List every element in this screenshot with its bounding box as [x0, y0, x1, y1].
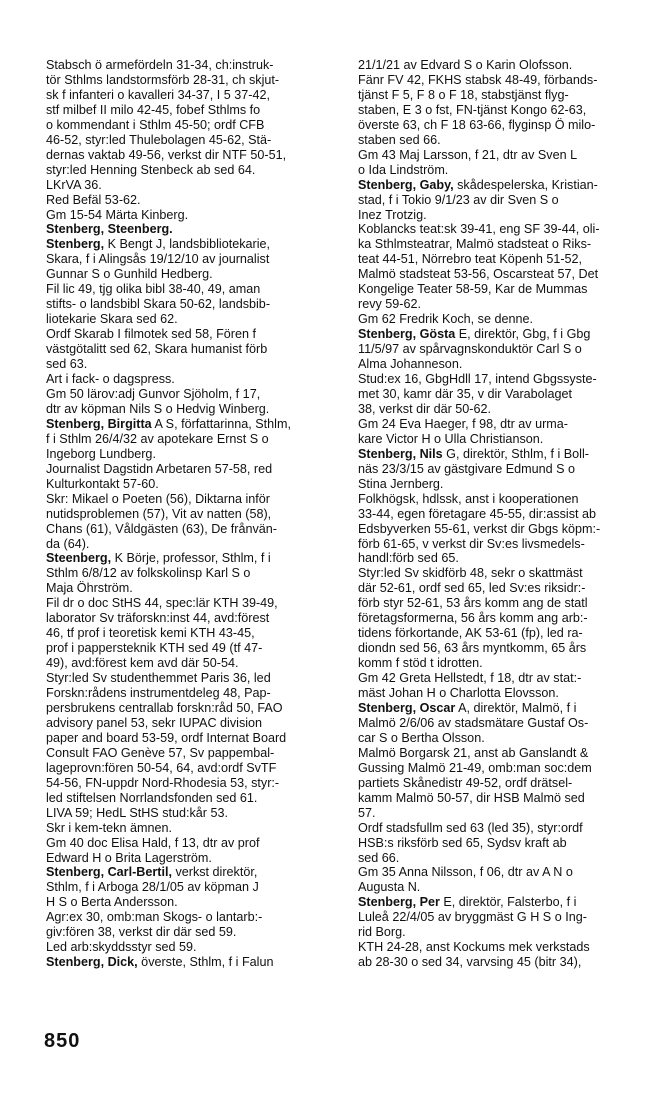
- text-line: [358, 611, 651, 626]
- line-text: prof i pappersteknik KTH sed 49 (tf 47-: [46, 641, 263, 656]
- line-text: E, direktör, Gbg, f i Gbg: [455, 327, 591, 342]
- text-line: [358, 731, 651, 746]
- text-line: [46, 566, 339, 581]
- line-text: västgötalitt sed 62, Skara humanist förb: [46, 342, 268, 357]
- text-line: [46, 836, 339, 851]
- line-text: sed 63.: [46, 357, 88, 372]
- line-text: tör Sthlms landstormsförb 28-31, ch skjut-: [46, 72, 280, 87]
- text-line: [358, 865, 651, 880]
- line-text: Gunnar S o Gunhild Hedberg.: [46, 267, 213, 282]
- line-text: da (64).: [46, 536, 90, 551]
- text-line: [46, 507, 339, 522]
- text-line: [46, 282, 339, 297]
- line-text: Art i fack- o dagspress.: [46, 372, 175, 387]
- line-text: Sthlm, f i Arboga 28/1/05 av köpman J: [46, 880, 259, 895]
- line-text: Gm 50 lärov:adj Gunvor Sjöholm, f 17,: [46, 386, 261, 401]
- entry-name: Stenberg, Gösta: [358, 327, 456, 342]
- line-text: kamm Malmö 50-57, dir HSB Malmö sed: [358, 790, 585, 805]
- text-line: [46, 596, 339, 611]
- line-text: dtr av köpman Nils S o Hedvig Winberg.: [46, 401, 270, 416]
- text-line: [46, 163, 339, 178]
- line-text: o Ida Lindström.: [358, 162, 449, 177]
- line-text: Styr:led Sv skidförb 48, sekr o skattmäst: [358, 566, 583, 581]
- text-line: [358, 895, 651, 910]
- line-text: f i Sthlm 26/4/32 av apotekare Ernst S o: [46, 431, 269, 446]
- line-text: Alma Johanneson.: [358, 357, 463, 372]
- line-text: teat 44-51, Nörrebro teat Köpenh 51-52,: [358, 252, 583, 267]
- line-text: 46-52, styr:led Thulebolagen 45-62, Stä-: [46, 132, 272, 147]
- text-line: [46, 731, 339, 746]
- text-line: [46, 910, 339, 925]
- line-text: A, direktör, Malmö, f i: [455, 700, 577, 715]
- line-text: led stiftelsen Norrlandsfonden sed 61.: [46, 790, 258, 805]
- text-line: [46, 477, 339, 492]
- line-text: Journalist Dagstidn Arbetaren 57-58, red: [46, 461, 273, 476]
- text-line: [46, 297, 339, 312]
- line-text: Ordf stadsfullm sed 63 (led 35), styr:ordf: [358, 820, 583, 835]
- text-line: [358, 402, 651, 417]
- line-text: dernas vaktab 49-56, verkst dir NTF 50-51,: [46, 147, 287, 162]
- line-text: stad, f i Tokio 9/1/23 av dir Sven S o: [358, 192, 559, 207]
- text-line: [46, 237, 339, 252]
- line-text: 21/1/21 av Edvard S o Karin Olofsson.: [358, 58, 573, 72]
- line-text: liotekarie Skara sed 62.: [46, 312, 178, 327]
- text-line: [358, 955, 651, 970]
- entry-name: Stenberg, Carl-Bertil,: [46, 865, 172, 880]
- text-line: [46, 806, 339, 821]
- text-line: [358, 178, 651, 193]
- text-line: [358, 836, 651, 851]
- text-line: [358, 342, 651, 357]
- text-line: [358, 821, 651, 836]
- text-line: [358, 462, 651, 477]
- text-line: [358, 237, 651, 252]
- text-line: [46, 895, 339, 910]
- line-text: Gm 24 Eva Haeger, f 98, dtr av urma-: [358, 416, 568, 431]
- line-text: förb 61-65, v verkst dir Sv:es livsmedels-: [358, 536, 585, 551]
- text-line: [46, 447, 339, 462]
- line-text: stifts- o landsbibl Skara 50-62, landsbib-: [46, 297, 271, 312]
- line-text: Malmö stadsteat 53-56, Oscarsteat 57, Det: [358, 267, 599, 282]
- text-line: [46, 925, 339, 940]
- line-text: Consult FAO Genève 57, Sv pappembal-: [46, 745, 275, 760]
- text-line: [358, 163, 651, 178]
- text-line: [358, 118, 651, 133]
- line-text: persbrukens centrallab forskn:råd 50, FAO: [46, 700, 283, 715]
- entry-name: Stenberg, Per: [358, 895, 440, 910]
- line-text: K Börje, professor, Sthlm, f i: [111, 551, 271, 566]
- text-line: [46, 955, 339, 970]
- text-line: [46, 208, 339, 223]
- text-line: [358, 910, 651, 925]
- line-text: Ingeborg Lundberg.: [46, 446, 156, 461]
- text-line: [358, 746, 651, 761]
- line-text: Koblancks teat:sk 39-41, eng SF 39-44, oli-: [358, 222, 600, 237]
- text-line: [358, 432, 651, 447]
- line-text: E, direktör, Falsterbo, f i: [439, 895, 577, 910]
- text-line: [358, 447, 651, 462]
- line-text: KTH 24-28, anst Kockums mek verkstads: [358, 940, 590, 955]
- text-line: [46, 372, 339, 387]
- text-line: [358, 103, 651, 118]
- line-text: laborator Sv träforskn:inst 44, avd:förest: [46, 611, 270, 626]
- line-text: Stud:ex 16, GbgHdll 17, intend Gbgssyste-: [358, 372, 597, 387]
- line-text: Skr i kem-tekn ämnen.: [46, 820, 172, 835]
- line-text: verkst direktör,: [171, 865, 258, 880]
- line-text: Fil dr o doc StHS 44, spec:lär KTH 39-49,: [46, 596, 278, 611]
- text-line: [46, 252, 339, 267]
- text-line: [46, 222, 339, 237]
- text-line: [358, 387, 651, 402]
- line-text: 57.: [358, 805, 376, 820]
- text-line: [46, 432, 339, 447]
- line-text: överste 63, ch F 18 63-66, flyginsp Ö milo-: [358, 117, 596, 132]
- text-line: [46, 492, 339, 507]
- text-line: [358, 671, 651, 686]
- text-line: [358, 327, 651, 342]
- line-text: Fil lic 49, tjg olika bibl 38-40, 49, aman: [46, 282, 261, 297]
- text-line: [46, 133, 339, 148]
- text-line: [358, 148, 651, 163]
- line-text: Kongelige Teater 58-59, Kar de Mummas: [358, 282, 588, 297]
- line-text: staben, E 3 o fst, FN-tjänst Kongo 62-63,: [358, 102, 587, 117]
- text-line: [46, 626, 339, 641]
- line-text: Gm 42 Greta Hellstedt, f 18, dtr av stat:-: [358, 671, 582, 686]
- line-text: Red Befäl 53-62.: [46, 192, 141, 207]
- text-line: [358, 566, 651, 581]
- text-line: [358, 581, 651, 596]
- entry-name: Stenberg, Oscar: [358, 700, 456, 715]
- line-text: Gm 62 Fredrik Koch, se denne.: [358, 312, 533, 327]
- text-line: [358, 806, 651, 821]
- text-line: [358, 73, 651, 88]
- line-text: Gm 15-54 Märta Kinberg.: [46, 207, 189, 222]
- text-line: [46, 537, 339, 552]
- line-text: Led arb:skyddsstyr sed 59.: [46, 940, 197, 955]
- text-line: [358, 297, 651, 312]
- line-text: styr:led Henning Stenbeck ab sed 64.: [46, 162, 256, 177]
- text-line: [46, 417, 339, 432]
- text-line: [46, 73, 339, 88]
- text-line: [46, 342, 339, 357]
- text-line: [46, 851, 339, 866]
- line-text: ka Sthlmsteatrar, Malmö stadsteat o Riks-: [358, 237, 592, 252]
- line-text: komm f stöd t idrotten.: [358, 656, 483, 671]
- text-line: [358, 492, 651, 507]
- text-line: [46, 611, 339, 626]
- text-line: [358, 940, 651, 955]
- text-line: [358, 312, 651, 327]
- line-text: Stabsch ö armefördeln 31-34, ch:instruk-: [46, 58, 274, 72]
- text-line: [46, 656, 339, 671]
- line-text: Edward H o Brita Lagerström.: [46, 850, 212, 865]
- line-text: företagsformerna, 56 års komm ang arb:-: [358, 611, 588, 626]
- line-text: Gm 40 doc Elisa Hald, f 13, dtr av prof: [46, 835, 260, 850]
- page-number: 850: [44, 1030, 81, 1052]
- text-line: [358, 537, 651, 552]
- text-line: [46, 522, 339, 537]
- line-text: Folkhögsk, hdlssk, anst i kooperationen: [358, 491, 579, 506]
- entry-name: Steenberg,: [46, 551, 112, 566]
- text-line: [46, 776, 339, 791]
- text-line: [46, 865, 339, 880]
- line-text: Forskn:rådens instrumentdeleg 48, Pap-: [46, 686, 271, 701]
- text-line: [46, 148, 339, 163]
- text-line: [358, 372, 651, 387]
- line-text: sed 66.: [358, 850, 400, 865]
- entry-name: Stenberg, Dick,: [46, 955, 138, 970]
- text-line: [358, 417, 651, 432]
- line-text: Gm 43 Maj Larsson, f 21, dtr av Sven L: [358, 147, 578, 162]
- entry-name: Stenberg, Steenberg.: [46, 222, 173, 237]
- text-line: [46, 58, 339, 73]
- line-text: partiets Skånedistr 49-52, ordf drätsel-: [358, 775, 573, 790]
- line-text: car S o Bertha Olsson.: [358, 730, 485, 745]
- text-line: [358, 193, 651, 208]
- line-text: Chans (61), Våldgästen (63), De frånvän-: [46, 521, 278, 536]
- line-text: 49), avd:förest kem avd där 50-54.: [46, 656, 239, 671]
- line-text: Ordf Skarab I filmotek sed 58, Fören f: [46, 327, 256, 342]
- line-text: Fänr FV 42, FKHS stabsk 48-49, förbands-: [358, 72, 598, 87]
- text-line: [46, 746, 339, 761]
- line-text: tjänst F 5, F 8 o F 18, stabstjänst flyg-: [358, 87, 569, 102]
- line-text: tidens förkortande, AK 53-61 (fp), led ra-: [358, 626, 583, 641]
- text-line: [46, 267, 339, 282]
- text-line: [46, 701, 339, 716]
- text-line: [46, 402, 339, 417]
- line-text: näs 23/3/15 av gästgivare Edmund S o: [358, 461, 576, 476]
- line-text: Skr: Mikael o Poeten (56), Diktarna inför: [46, 491, 270, 506]
- text-line: [358, 626, 651, 641]
- line-text: met 30, kamr där 35, v dir Varabolaget: [358, 386, 572, 401]
- line-text: diondn sed 56, 63 års myntkomm, 65 års: [358, 641, 587, 656]
- entry-name: Stenberg,: [46, 237, 105, 252]
- text-line: [46, 716, 339, 731]
- line-text: Malmö Borgarsk 21, anst ab Ganslandt &: [358, 745, 589, 760]
- text-line: [358, 507, 651, 522]
- line-text: staben sed 66.: [358, 132, 441, 147]
- text-line: [46, 641, 339, 656]
- line-text: o kommendant i Sthlm 45-50; ordf CFB: [46, 117, 265, 132]
- line-text: Malmö 2/6/06 av stadsmätare Gustaf Os-: [358, 715, 589, 730]
- line-text: handl:förb sed 65.: [358, 551, 459, 566]
- text-line: [358, 716, 651, 731]
- line-text: Sthlm 6/8/12 av folkskolinsp Karl S o: [46, 566, 251, 581]
- text-line: [46, 821, 339, 836]
- text-line: [358, 880, 651, 895]
- line-text: giv:fören 38, verkst dir där sed 59.: [46, 925, 237, 940]
- line-text: sk f infanteri o kavalleri 34-37, I 5 37-42,: [46, 87, 271, 102]
- text-line: [46, 118, 339, 133]
- text-line: [46, 940, 339, 955]
- text-line: [358, 222, 651, 237]
- line-text: Gm 35 Anna Nilsson, f 06, dtr av A N o: [358, 865, 573, 880]
- line-text: ab 28-30 o sed 34, varvsing 45 (bitr 34),: [358, 955, 582, 970]
- text-line: [358, 88, 651, 103]
- text-line: [46, 178, 339, 193]
- line-text: revy 59-62.: [358, 297, 421, 312]
- text-line: [358, 208, 651, 223]
- line-text: överste, Sthlm, f i Falun: [137, 955, 274, 970]
- line-text: förb styr 52-61, 53 års komm ang de statl: [358, 596, 588, 611]
- text-line: [358, 776, 651, 791]
- line-text: Augusta N.: [358, 880, 421, 895]
- line-text: Gussing Malmö 21-49, omb:man soc:dem: [358, 760, 592, 775]
- line-text: LKrVA 36.: [46, 177, 102, 192]
- line-text: Inez Trotzig.: [358, 207, 427, 222]
- text-line: [358, 761, 651, 776]
- text-line: [46, 193, 339, 208]
- text-line: [358, 58, 651, 73]
- line-text: 11/5/97 av spårvagnskonduktör Carl S o: [358, 342, 582, 357]
- text-line: [46, 88, 339, 103]
- line-text: paper and board 53-59, ordf Internat Board: [46, 730, 287, 745]
- line-text: 38, verkst dir där 50-62.: [358, 401, 491, 416]
- text-line: [46, 103, 339, 118]
- line-text: Styr:led Sv studenthemmet Paris 36, led: [46, 671, 271, 686]
- text-line: [358, 551, 651, 566]
- left-column: [46, 58, 339, 970]
- line-text: H S o Berta Andersson.: [46, 895, 178, 910]
- line-text: G, direktör, Sthlm, f i Boll-: [442, 446, 589, 461]
- line-text: 54-56, FN-uppdr Nord-Rhodesia 53, styr:-: [46, 775, 280, 790]
- text-line: [46, 462, 339, 477]
- text-line: [46, 551, 339, 566]
- line-text: LIVA 59; HedL StHS stud:kår 53.: [46, 805, 229, 820]
- line-text: kare Victor H o Ulla Christianson.: [358, 431, 544, 446]
- line-text: advisory panel 53, sekr IUPAC division: [46, 715, 263, 730]
- line-text: lageprovn:fören 50-54, 64, avd:ordf SvTF: [46, 760, 277, 775]
- text-line: [358, 477, 651, 492]
- text-line: [46, 686, 339, 701]
- line-text: Kulturkontakt 57-60.: [46, 476, 159, 491]
- right-column: [358, 58, 651, 970]
- line-text: Edsbyverken 55-61, verkst dir Gbgs köpm:-: [358, 521, 601, 536]
- line-text: mäst Johan H o Charlotta Elovsson.: [358, 686, 559, 701]
- text-line: [46, 327, 339, 342]
- text-line: [358, 791, 651, 806]
- line-text: nutidsproblemen (57), Vit av natten (58),: [46, 506, 272, 521]
- entry-name: Stenberg, Gaby,: [358, 177, 454, 192]
- line-text: stf milbef II milo 42-45, fobef Sthlms fo: [46, 102, 261, 117]
- line-text: Stina Jernberg.: [358, 476, 444, 491]
- line-text: där 52-61, ordf sed 65, led Sv:es riksidr:-: [358, 581, 586, 596]
- text-line: [358, 701, 651, 716]
- text-line: [358, 641, 651, 656]
- line-text: skådespelerska, Kristian-: [453, 177, 598, 192]
- line-text: 46, tf prof i teoretisk kemi KTH 43-45,: [46, 626, 255, 641]
- line-text: Luleå 22/4/05 av bryggmäst G H S o Ing-: [358, 910, 587, 925]
- text-line: [358, 357, 651, 372]
- text-line: [358, 656, 651, 671]
- text-line: [358, 267, 651, 282]
- text-line: [46, 761, 339, 776]
- entry-name: Stenberg, Birgitta: [46, 416, 152, 431]
- text-line: [358, 686, 651, 701]
- line-text: Maja Öhrström.: [46, 581, 133, 596]
- text-line: [46, 671, 339, 686]
- text-line: [358, 282, 651, 297]
- text-line: [46, 791, 339, 806]
- text-line: [358, 252, 651, 267]
- line-text: HSB:s riksförb sed 65, Sydsv kraft ab: [358, 835, 567, 850]
- text-line: [46, 581, 339, 596]
- line-text: K Bengt J, landsbibliotekarie,: [104, 237, 271, 252]
- text-line: [358, 133, 651, 148]
- line-text: rid Borg.: [358, 925, 406, 940]
- text-line: [46, 312, 339, 327]
- text-line: [358, 851, 651, 866]
- text-line: [358, 925, 651, 940]
- text-line: [46, 880, 339, 895]
- line-text: A S, författarinna, Sthlm,: [151, 416, 291, 431]
- line-text: Skara, f i Alingsås 19/12/10 av journalist: [46, 252, 270, 267]
- text-line: [46, 387, 339, 402]
- text-line: [358, 596, 651, 611]
- text-line: [46, 357, 339, 372]
- entry-name: Stenberg, Nils: [358, 446, 443, 461]
- text-line: [358, 522, 651, 537]
- line-text: 33-44, egen företagare 45-55, dir:assist ab: [358, 506, 597, 521]
- line-text: Agr:ex 30, omb:man Skogs- o lantarb:-: [46, 910, 263, 925]
